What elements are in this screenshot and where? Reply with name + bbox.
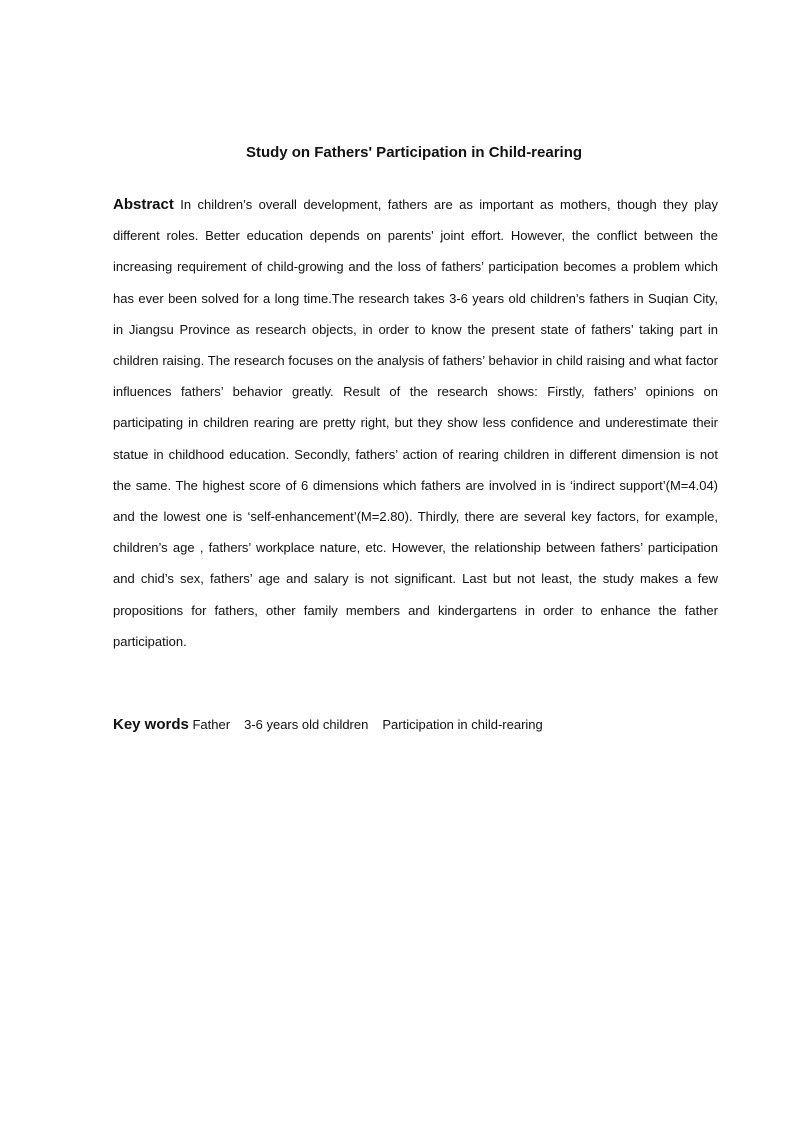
abstract-text: In children’s overall development, fathers are as important as mothers, though they play different roles. Better education depends on parents' joint effort. However, the conflict between the increasing requirement of child-growing and the loss of fathers’ participation becomes a problem which has ever been solved for a long time.The research takes 3-6 years old children’s fathers in Suqian City, in Jiangsu Province as research objects, in order to know the present state of fathers’ taking part in children raising. The research focuses on the analysis of fathers’ behavior in child raising and what factor influences fathers’ behavior greatly. Result of the research shows: Firstly, fathers’ opinions on participating in children rearing are pretty right, but they show less confidence and underestimate their statue in childhood education. Secondly, fathers’ action of rearing children in different dimension is not the same. The highest score of 6 dimensions which fathers are involved in is ‘indirect support’(M=4.04) and the lowest one is ‘self-enhancement’(M=2.80). Thirdly, there are several key factors, for example, children’s age , fathers’ workplace nature, etc. However, the relationship between fathers’ participation and chid’s sex, fathers’ age and salary is not significant. Last but not least, the study makes a few propositions for fathers, other family members and kindergartens in order to enhance the father participation.: [113, 197, 718, 649]
abstract-label: Abstract: [113, 196, 174, 213]
paper-title: Study on Fathers' Participation in Child-rearing: [245, 144, 583, 161]
abstract-paragraph: [113, 189, 718, 657]
keyword-item: Father: [192, 717, 231, 732]
keywords-label: Key words: [113, 716, 189, 733]
keywords-line: [113, 709, 718, 740]
keyword-item: 3-6 years old children: [244, 717, 369, 732]
keyword-item: Participation in child-rearing: [382, 717, 543, 732]
